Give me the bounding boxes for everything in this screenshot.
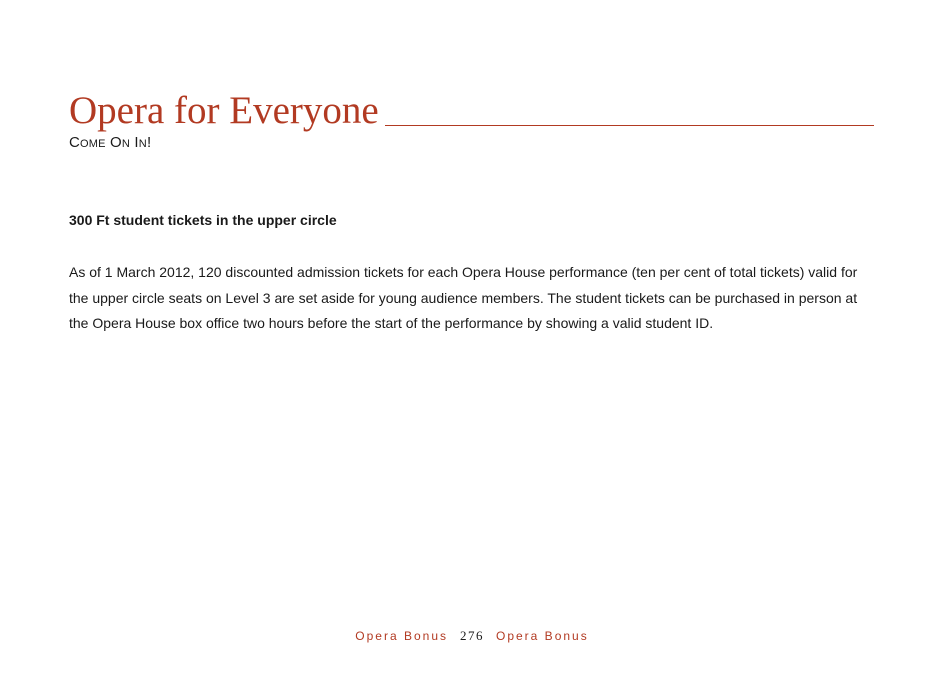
section-paragraph: As of 1 March 2012, 120 discounted admission tickets for each Opera House performance (ten per cent of total tickets) valid for the upper circle seats on Level 3 are set aside for young audience members. The student tickets can be purchased in person at the Opera House box office two hours before the start of the performance by showing a valid student ID. [69,264,858,331]
page-title: Opera for Everyone [69,89,379,132]
footer-left-label: Opera Bonus [355,629,448,643]
page-number: 276 [460,628,484,643]
title-row [69,88,874,134]
page-subtitle: Come On In! [69,134,152,151]
section-heading: 300 Ft student tickets in the upper circle [69,212,337,228]
page-footer [0,628,944,644]
title-rule [385,125,874,126]
footer-right-label: Opera Bonus [496,629,589,643]
